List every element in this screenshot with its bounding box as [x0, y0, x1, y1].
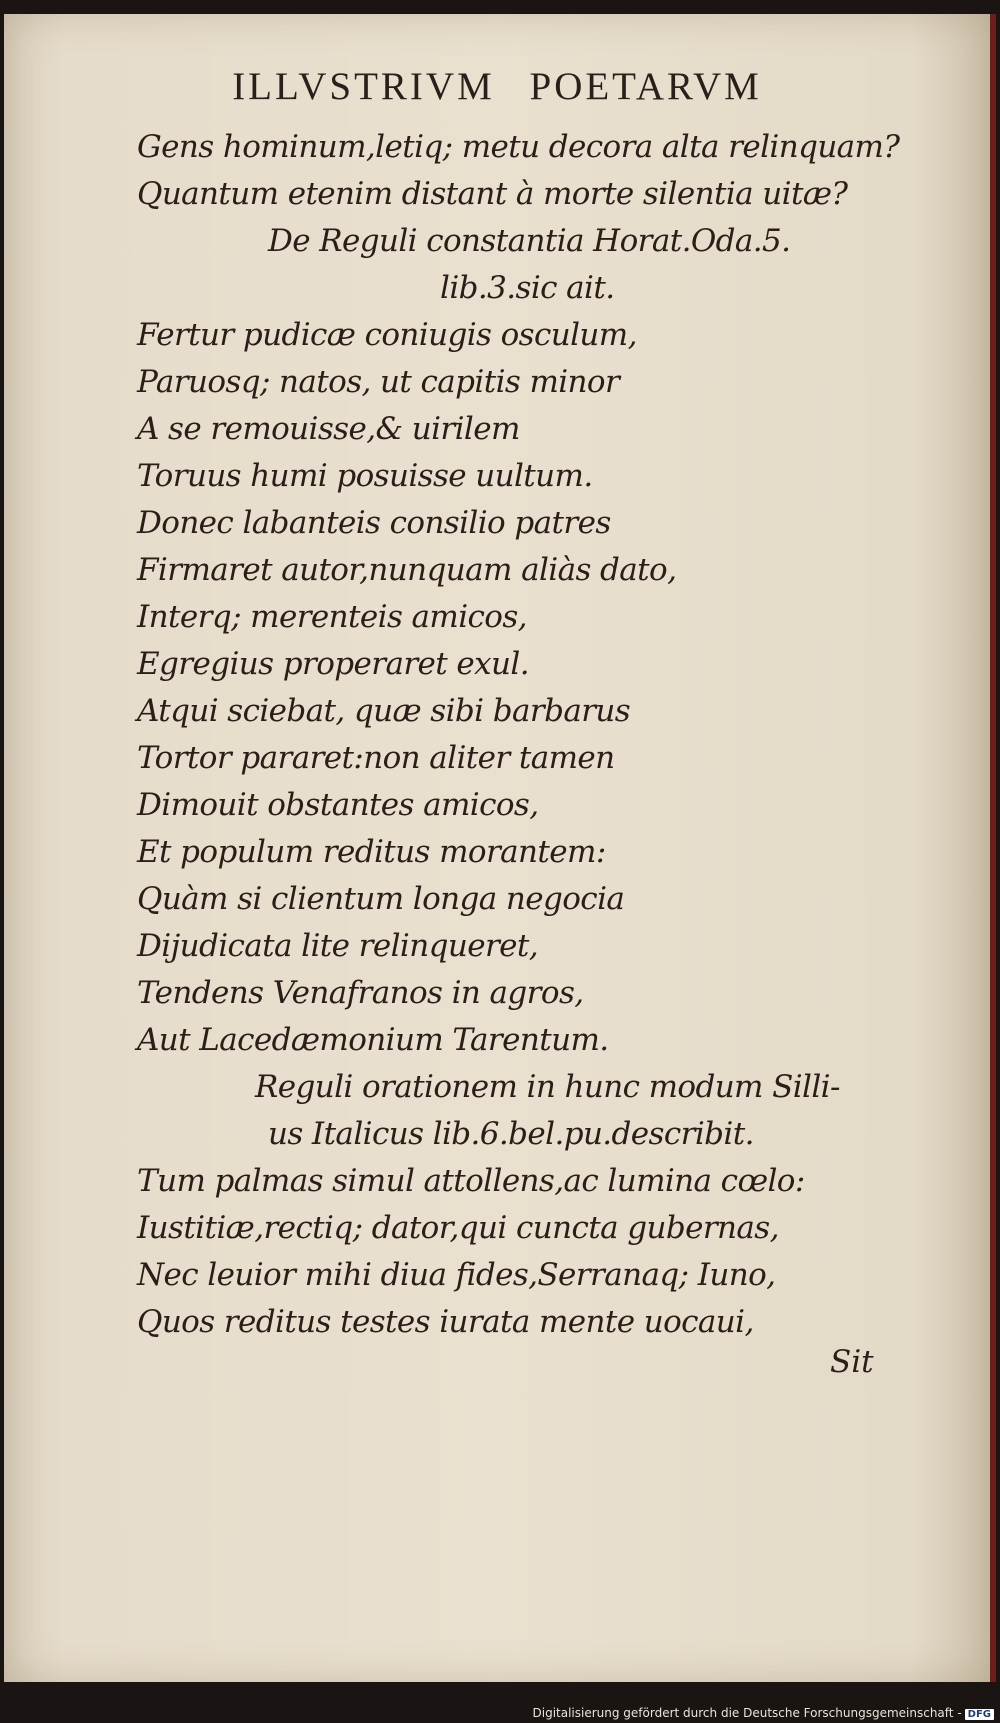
- verse-line: A se remouisse,& uirilem: [137, 411, 520, 447]
- running-header: ILLVSTRIVM POETARVM: [232, 65, 762, 108]
- book-page: [4, 14, 996, 1682]
- verse-line: Dimouit obstantes amicos,: [137, 787, 539, 823]
- credit-text: Digitalisierung gefördert durch die Deutsche Forschungsgemeinschaft -: [532, 1706, 962, 1720]
- verse-line: Quàm si clientum longa negocia: [137, 881, 625, 917]
- verse-line: Tum palmas simul attollens,ac lumina cœlo:: [137, 1163, 805, 1199]
- verse-line: Quantum etenim distant à morte silentia uitæ?: [137, 176, 848, 212]
- verse-line: Tortor pararet:non aliter tamen: [137, 740, 615, 776]
- verse-line: Gens hominum,letiq; metu decora alta relinquam?: [137, 129, 900, 165]
- verse-line: Aut Lacedæmonium Tarentum.: [137, 1022, 609, 1058]
- caption-line: Reguli orationem in hunc modum Silli-: [255, 1069, 840, 1105]
- verse-line: Donec labanteis consilio patres: [137, 505, 611, 541]
- verse-line: Toruus humi posuisse uultum.: [137, 458, 593, 494]
- caption-line: lib.3.sic ait.: [440, 270, 615, 306]
- caption-line: us Italicus lib.6.bel.pu.describit.: [268, 1116, 754, 1152]
- verse-line: Firmaret autor,nunquam aliàs dato,: [137, 552, 677, 588]
- verse-line: Nec leuior mihi diua fides,Serranaq; Iuno,: [137, 1257, 776, 1293]
- verse-line: Quos reditus testes iurata mente uocaui,: [137, 1304, 754, 1340]
- verse-line: Egregius properaret exul.: [137, 646, 529, 682]
- catchword: Sit: [830, 1344, 874, 1380]
- dfg-logo: DFG: [965, 1709, 994, 1720]
- verse-line: Tendens Venafranos in agros,: [137, 975, 584, 1011]
- verse-line: Et populum reditus morantem:: [137, 834, 606, 870]
- verse-line: Fertur pudicæ coniugis osculum,: [137, 317, 637, 353]
- verse-line: Dijudicata lite relinqueret,: [137, 928, 539, 964]
- caption-line: De Reguli constantia Horat.Oda.5.: [268, 223, 791, 259]
- verse-line: Paruosq; natos, ut capitis minor: [137, 364, 620, 400]
- verse-line: Interq; merenteis amicos,: [137, 599, 527, 635]
- verse-line: Iustitiæ,rectiq; dator,qui cuncta gubernas,: [137, 1210, 779, 1246]
- verse-line: Atqui sciebat, quæ sibi barbarus: [137, 693, 631, 729]
- poem-text-block: [137, 124, 900, 1346]
- digitization-credit: [533, 1706, 995, 1720]
